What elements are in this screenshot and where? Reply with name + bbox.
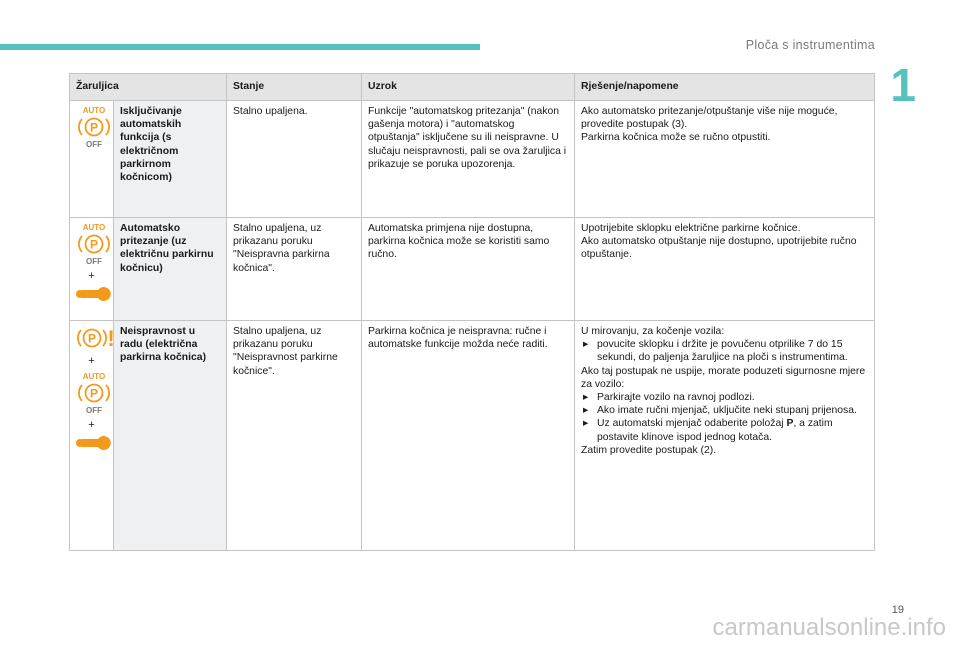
lamp-icons-cell — [70, 321, 114, 551]
solution-mid: Ako taj postupak ne uspije, morate poduzeti sigurnosne mjere za vozilo: — [581, 365, 866, 390]
solution-steps — [581, 338, 868, 364]
solution-end: Zatim provedite postupak (2). — [581, 444, 717, 456]
wrench-icon — [76, 286, 114, 302]
solution-step: ▸ Parkirajte vozilo na ravnoj podlozi. — [581, 391, 868, 404]
header-solution: Rješenje/napomene — [575, 74, 875, 101]
svg-text:AUTO: AUTO — [82, 223, 106, 232]
lamp-icons-cell — [70, 101, 114, 218]
svg-text:P: P — [87, 331, 97, 346]
solution-line: Ako automatsko pritezanje/otpuštanje više nije moguće, provedite postupak (3). — [581, 106, 838, 131]
lamp-solution — [575, 218, 875, 321]
lamp-solution — [575, 321, 875, 551]
header-cause: Uzrok — [362, 74, 575, 101]
header-lamp: Žaruljica — [70, 74, 227, 101]
solution-intro: U mirovanju, za kočenje vozila: — [581, 326, 725, 337]
watermark: carmanualsonline.info — [712, 614, 946, 641]
lamp-cause: Funkcije "automatskog pritezanja" (nakon gašenja motora) i "automatskog otpuštanja" isključene su ili neispravne. U slučaju neispravnosti, pali se ova žaruljica i prikazuje se poruka upozorenja. — [362, 101, 575, 218]
solution-line: Parkirna kočnica može se ručno otpustiti. — [581, 132, 771, 144]
svg-text:P: P — [89, 120, 99, 135]
warning-lights-table — [69, 73, 875, 551]
lamp-state: Stalno upaljena, uz prikazanu poruku "Neispravnost parkirne kočnice". — [227, 321, 362, 551]
table-header-row — [70, 74, 875, 101]
lamp-cause: Parkirna kočnica je neispravna: ručne i automatske funkcije možda neće raditi. — [362, 321, 575, 551]
solution-line: Ako automatsko otpuštanje nije dostupno, upotrijebite ručno otpuštanje. — [581, 236, 857, 261]
plus-sign: + — [88, 270, 95, 282]
svg-text:P: P — [89, 237, 99, 252]
solution-step: ▸ povucite sklopku i držite je povučenu otprilike 7 do 15 sekundi, do paljenja žaruljice na ploči s instrumentima. — [581, 338, 868, 364]
lamp-solution — [575, 101, 875, 218]
lamp-name: Automatsko pritezanje (uz električnu parkirnu kočnicu) — [114, 218, 227, 321]
svg-text:AUTO: AUTO — [82, 106, 106, 115]
auto-p-off-icon — [76, 105, 112, 149]
solution-step: ▸ Ako imate ručni mjenjač, uključite neki stupanj prijenosa. — [581, 404, 868, 417]
table-row — [70, 321, 875, 551]
lamp-name: Isključivanje automatskih funkcija (s električnom parkirnom kočnicom) — [114, 101, 227, 218]
plus-sign: + — [88, 355, 95, 367]
auto-p-off-icon — [76, 371, 112, 415]
p-exclamation-icon — [76, 325, 116, 351]
gear-position-p: P — [786, 418, 794, 430]
chapter-number: 1 — [890, 59, 916, 111]
lamp-state: Stalno upaljena, uz prikazanu poruku "Neispravna parkirna kočnica". — [227, 218, 362, 321]
svg-text:AUTO: AUTO — [82, 372, 106, 381]
page-number: 19 — [891, 604, 904, 616]
lamp-icons-cell — [70, 218, 114, 321]
header-state: Stanje — [227, 74, 362, 101]
step-text: , a zatim postavite klinove ispod jednog kotača. — [597, 418, 833, 443]
svg-text:OFF: OFF — [86, 140, 102, 149]
lamp-cause: Automatska primjena nije dostupna, parkirna kočnica može se koristiti samo ručno. — [362, 218, 575, 321]
solution-line: Upotrijebite sklopku električne parkirne kočnice. — [581, 223, 801, 234]
svg-text:OFF: OFF — [86, 406, 102, 415]
lamp-name: Neispravnost u radu (električna parkirna kočnica) — [114, 321, 227, 551]
auto-p-off-icon — [76, 222, 112, 266]
svg-text:P: P — [89, 386, 99, 401]
wrench-icon — [76, 435, 114, 451]
table-row — [70, 218, 875, 321]
step-text: Uz automatski mjenjač odaberite položaj — [597, 418, 787, 430]
svg-text:OFF: OFF — [86, 257, 102, 266]
svg-text:!: ! — [107, 326, 115, 351]
lamp-state: Stalno upaljena. — [227, 101, 362, 218]
table-row — [70, 101, 875, 218]
solution-steps — [581, 391, 868, 444]
plus-sign: + — [88, 419, 95, 431]
header-accent-bar — [0, 44, 480, 50]
solution-step — [581, 417, 868, 443]
section-title: Ploča s instrumentima — [745, 38, 875, 52]
